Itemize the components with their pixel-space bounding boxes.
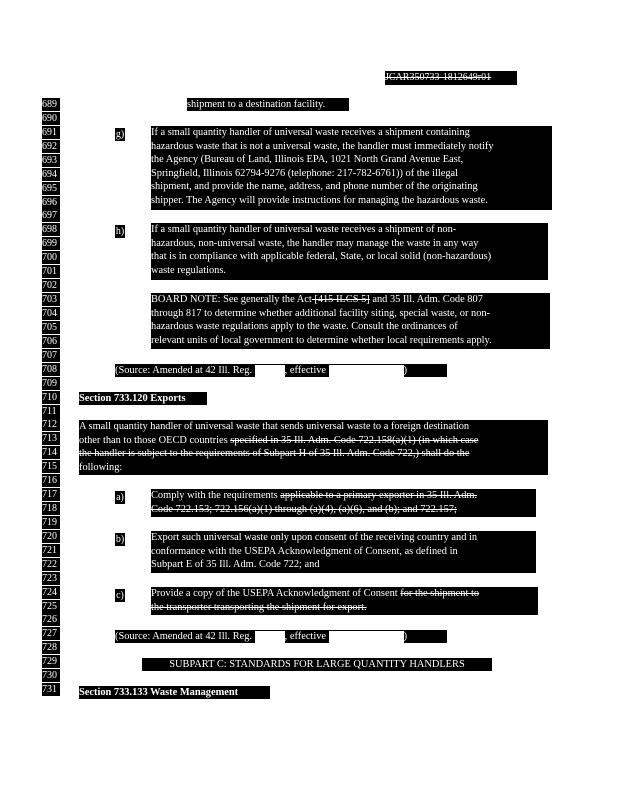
source-note-1: (Source: Amended at 42 Ill. Reg. , effective ) bbox=[115, 364, 447, 377]
register-number-blank bbox=[255, 631, 285, 643]
line-number: 694 bbox=[42, 168, 60, 181]
line-number: 715 bbox=[42, 460, 60, 473]
line-number: 707 bbox=[42, 349, 60, 362]
line-number: 724 bbox=[42, 586, 60, 599]
item-b-line: conformance with the USEPA Acknowledgment of Consent, as defined in bbox=[151, 545, 458, 557]
section-body-line: A small quantity handler of universal waste that sends universal waste to a foreign destination bbox=[79, 421, 470, 432]
effective-date-blank bbox=[329, 365, 404, 377]
line-number: 704 bbox=[42, 307, 60, 320]
line-number: 693 bbox=[42, 154, 60, 167]
item-c-text bbox=[151, 587, 538, 615]
item-b-marker: b) bbox=[115, 534, 125, 545]
line-number: 700 bbox=[42, 251, 60, 264]
line-number: 710 bbox=[42, 391, 60, 404]
line-number: 716 bbox=[42, 474, 60, 487]
line-number: 713 bbox=[42, 432, 60, 445]
line-number: 728 bbox=[42, 641, 60, 654]
item-b-line: Subpart E of 35 Ill. Adm. Code 722; and bbox=[151, 559, 320, 570]
paragraph-g-line: hazardous waste that is not a universal waste, the handler must immediately notify bbox=[151, 140, 494, 152]
paragraph-g-line: Springfield, Illinois 62794-9276 (telephone: 217-782-6761)) of the illegal bbox=[151, 167, 459, 179]
line-number: 729 bbox=[42, 655, 60, 668]
item-h-marker: h) bbox=[115, 226, 125, 237]
line-number: 722 bbox=[42, 558, 60, 571]
subpart-c-heading: SUBPART C: STANDARDS FOR LARGE QUANTITY HANDLERS bbox=[142, 658, 492, 671]
paragraph-h-line: hazardous, non-universal waste, the handler may manage the waste in any way bbox=[151, 237, 479, 249]
paragraph-h-line: If a small quantity handler of universal waste receives a shipment of non- bbox=[151, 224, 457, 235]
item-a-text bbox=[151, 489, 536, 517]
line-number: 718 bbox=[42, 502, 60, 515]
board-note-line: through 817 to determine whether additional facility siting, special waste, or non- bbox=[151, 307, 491, 319]
board-note bbox=[151, 293, 550, 349]
line-number: 689 bbox=[42, 98, 60, 111]
section-733-120-heading: Section 733.120 Exports bbox=[79, 392, 207, 405]
board-note-line: BOARD NOTE: See generally the Act [415 ILCS 5] and 35 Ill. Adm. Code 807 bbox=[151, 294, 483, 305]
line-number: 701 bbox=[42, 265, 60, 278]
line-number: 703 bbox=[42, 293, 60, 306]
paragraph-g-line: shipper. The Agency will provide instructions for managing the hazardous waste. bbox=[151, 194, 488, 206]
document-id-header: JCAR350733-1812649r01 bbox=[385, 71, 517, 85]
line-number: 712 bbox=[42, 418, 60, 431]
line-number: 696 bbox=[42, 196, 60, 209]
board-note-line: hazardous waste regulations apply to the waste. Consult the ordinances of bbox=[151, 321, 458, 332]
section-733-133-heading: Section 733.133 Waste Management bbox=[79, 686, 270, 699]
paragraph-g-line: shipment, and provide the name, address, and phone number of the originating bbox=[151, 181, 478, 192]
line-number: 709 bbox=[42, 377, 60, 390]
paragraph-g-line: the Agency (Bureau of Land, Illinois EPA, 1021 North Grand Avenue East, bbox=[151, 154, 464, 165]
line-number: 690 bbox=[42, 112, 60, 125]
paragraph-g bbox=[151, 126, 552, 210]
paragraph-g-line: If a small quantity handler of universal waste receives a shipment containing bbox=[151, 127, 470, 138]
line-number: 731 bbox=[42, 683, 60, 696]
line-number: 730 bbox=[42, 669, 60, 682]
item-a-line: Comply with the requirements applicable to a primary exporter in 35 Ill. Adm. bbox=[151, 490, 478, 501]
line-number: 711 bbox=[42, 405, 60, 418]
line-number: 721 bbox=[42, 544, 60, 557]
line-number: 708 bbox=[42, 363, 60, 376]
line-number: 702 bbox=[42, 279, 60, 292]
item-b-text bbox=[151, 531, 536, 573]
line-number: 723 bbox=[42, 572, 60, 585]
effective-date-blank bbox=[329, 631, 404, 643]
section-733-120-body bbox=[79, 420, 548, 475]
item-a-line: Code 722.153; 722.156(a)(1) through (a)(4), (a)(6), and (b); and 722.157; bbox=[151, 503, 457, 515]
paragraph-h bbox=[151, 223, 548, 280]
item-c-line: the transporter transporting the shipment for export. bbox=[151, 601, 367, 613]
line-number: 691 bbox=[42, 126, 60, 139]
line-number: 714 bbox=[42, 446, 60, 459]
line-number: 727 bbox=[42, 627, 60, 640]
line-number: 705 bbox=[42, 321, 60, 334]
paragraph-h-line: that is in compliance with applicable federal, State, or local solid (non-hazardous) bbox=[151, 251, 492, 262]
line-number: 698 bbox=[42, 223, 60, 236]
item-c-line: Provide a copy of the USEPA Acknowledgment of Consent for the shipment to bbox=[151, 588, 480, 599]
item-b-line: Export such universal waste only upon consent of the receiving country and in bbox=[151, 532, 478, 543]
line-number: 695 bbox=[42, 182, 60, 195]
line-number: 692 bbox=[42, 140, 60, 153]
line-number: 726 bbox=[42, 613, 60, 626]
paragraph-h-line: waste regulations. bbox=[151, 264, 227, 276]
shipment-destination-text: shipment to a destination facility. bbox=[187, 98, 349, 111]
register-number-blank bbox=[255, 365, 285, 377]
source-note-2: (Source: Amended at 42 Ill. Reg. , effective ) bbox=[115, 630, 447, 643]
line-number: 706 bbox=[42, 335, 60, 348]
line-number: 725 bbox=[42, 600, 60, 613]
line-number: 720 bbox=[42, 530, 60, 543]
section-body-line: the handler is subject to the requirements of Subpart H of 35 Ill. Adm. Code 722,) shall do the bbox=[79, 448, 470, 459]
line-number: 697 bbox=[42, 209, 60, 222]
item-g-marker: g) bbox=[115, 129, 125, 140]
line-number: 719 bbox=[42, 516, 60, 529]
item-c-marker: c) bbox=[116, 590, 124, 601]
line-number: 699 bbox=[42, 237, 60, 250]
item-a-marker: a) bbox=[116, 492, 124, 503]
board-note-line: relevant units of local government to determine whether local requirements apply. bbox=[151, 334, 492, 346]
line-number: 717 bbox=[42, 488, 60, 501]
section-body-line: other than to those OECD countries specified in 35 Ill. Adm. Code 722.158(a)(1) (in which case bbox=[79, 434, 479, 446]
section-body-line: following: bbox=[79, 461, 123, 473]
